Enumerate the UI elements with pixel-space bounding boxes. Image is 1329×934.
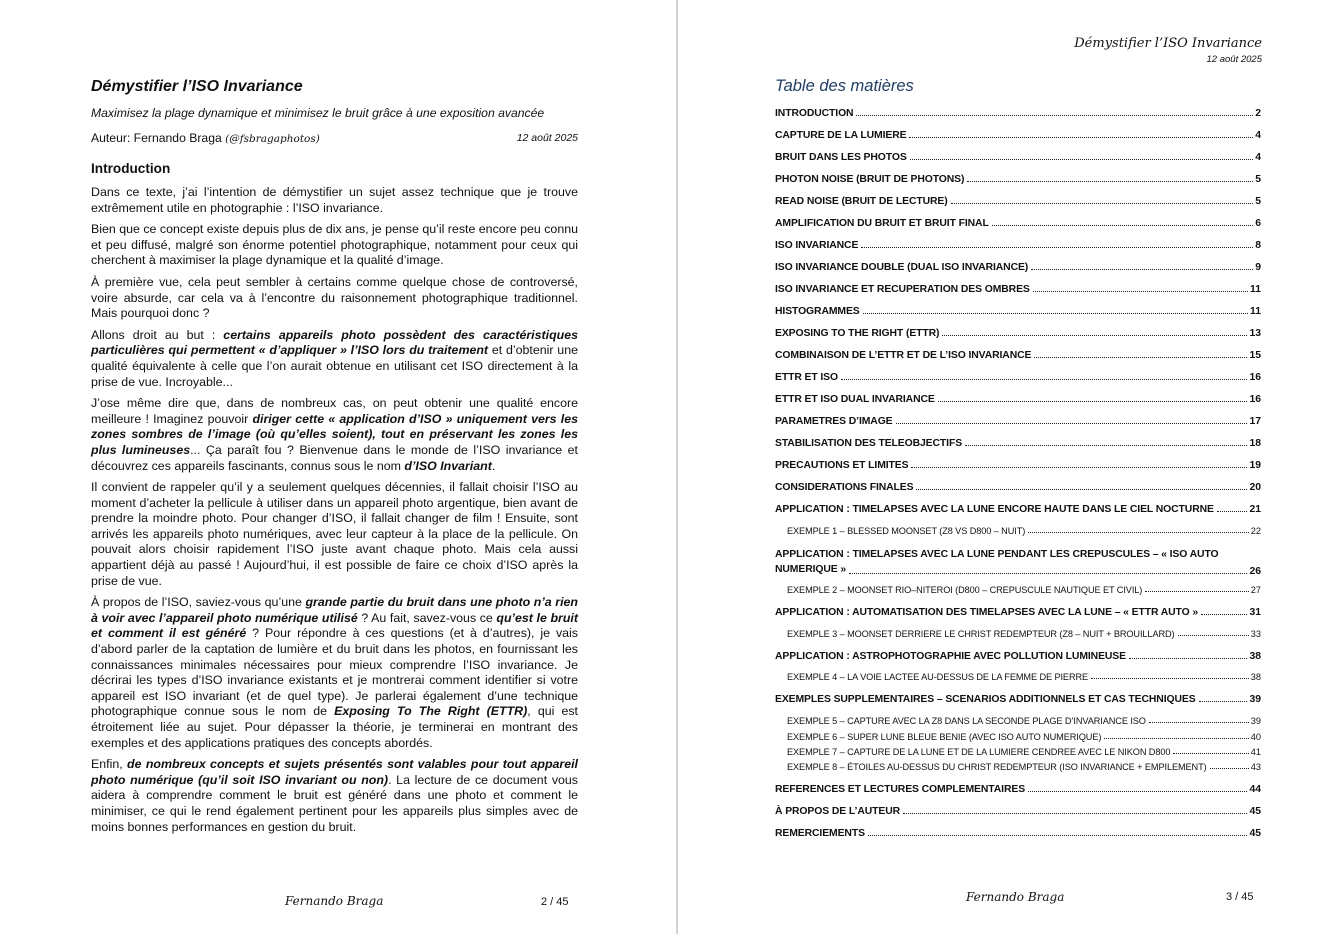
toc-entry[interactable]: PARAMETRES D’IMAGE 17 xyxy=(775,416,1261,427)
toc-entry[interactable]: ETTR ET ISO DUAL INVARIANCE 16 xyxy=(775,394,1261,405)
toc-entry[interactable]: REMERCIEMENTS 45 xyxy=(775,828,1261,839)
toc-subentry[interactable]: EXEMPLE 6 – SUPER LUNE BLEUE BENIE (AVEC ISO AUTO NUMERIQUE) 40 xyxy=(787,732,1261,742)
toc-entry[interactable]: ISO INVARIANCE 8 xyxy=(775,240,1261,251)
toc-entry[interactable]: APPLICATION : TIMELAPSES AVEC LA LUNE PENDANT LES CREPUSCULES – « ISO AUTO NUMERIQUE » 26 xyxy=(775,549,1261,577)
toc-entry[interactable]: ETTR ET ISO 16 xyxy=(775,372,1261,383)
toc-subentry[interactable]: EXEMPLE 8 – ÉTOILES AU-DESSUS DU CHRIST REDEMPTEUR (ISO INVARIANCE + EMPILEMENT) 43 xyxy=(787,762,1261,772)
document-title: Démystifier l’ISO Invariance xyxy=(91,78,303,95)
paragraph: À propos de l’ISO, saviez-vous qu’une grande partie du bruit dans une photo n’a rien à voir avec l’appareil photo numérique utilisé ? Au fait, savez-vous ce qu’est le bruit et comment il est généré ? Pour répondre à ces questions (et à d’autres), je vais d’abord parler de la captation de lumière et du bruit dans les photos, en fournissant les connaissances minimales nécessaires pour mieux comprendre l’ISO invariance. Je décrirai les types d’ISO invariance existants et je montrerai comment identifier si votre appareil est ISO invariant (et de quel type). Je parlerai également d’une technique photographique connue sous le nom de Exposing To The Right (ETTR), qui est étroitement liée au sujet. Pour dépasser la théorie, je terminerai en montrant des exemples et des applications pratiques des concepts abordés. xyxy=(91,595,579,750)
toc-entry[interactable]: ISO INVARIANCE DOUBLE (DUAL ISO INVARIANCE) 9 xyxy=(775,262,1261,273)
toc-entry[interactable]: AMPLIFICATION DU BRUIT ET BRUIT FINAL 6 xyxy=(775,218,1261,229)
section-heading-introduction: Introduction xyxy=(91,161,171,176)
running-header-title: Démystifier l’ISO Invariance xyxy=(1074,36,1262,51)
right-page xyxy=(678,0,1329,934)
toc-entry[interactable]: INTRODUCTION 2 xyxy=(775,108,1261,119)
toc-subentry[interactable]: EXEMPLE 2 – MOONSET RIO–NITEROI (D800 – CREPUSCULE NAUTIQUE ET CIVIL) 27 xyxy=(787,585,1261,595)
running-header-date: 12 août 2025 xyxy=(1206,54,1262,65)
introduction-body xyxy=(91,185,578,841)
toc-subentry[interactable]: EXEMPLE 4 – LA VOIE LACTEE AU-DESSUS DE LA FEMME DE PIERRE 38 xyxy=(787,672,1261,682)
toc-entry[interactable]: APPLICATION : AUTOMATISATION DES TIMELAPSES AVEC LA LUNE – « ETTR AUTO » 31 xyxy=(775,607,1261,618)
paragraph: J’ose même dire que, dans de nombreux cas, on peut obtenir une qualité encore meilleure ! Imaginez pouvoir diriger cette « application d’ISO » uniquement vers les zones sombres de l’image (où qu’elles soient), tout en préservant les zones les plus lumineuses... Ça paraît fou ? Bienvenue dans le monde de l’ISO invariance et découvrez ces appareils fascinants, connus sous le nom d’ISO Invariant. xyxy=(91,396,578,473)
toc-entry[interactable]: CONSIDERATIONS FINALES 20 xyxy=(775,482,1261,493)
paragraph: Allons droit au but : certains appareils photo possèdent des caractéristiques particulières qui permettent « d’appliquer » l’ISO lors du traitement et d’obtenir une qualité équivalente à celle que l’on aurait obtenue en utilisant cet ISO directement à la prise de vue. Incroyable... xyxy=(91,327,578,389)
toc-entry[interactable]: APPLICATION : ASTROPHOTOGRAPHIE AVEC POLLUTION LUMINEUSE 38 xyxy=(775,651,1261,662)
toc-entry[interactable]: EXEMPLES SUPPLEMENTAIRES – SCENARIOS ADDITIONNELS ET CAS TECHNIQUES 39 xyxy=(775,694,1261,705)
paragraph: Il convient de rappeler qu’il y a seulement quelques décennies, il fallait choisir l’ISO au moment d’acheter la pellicule à utiliser dans un appareil photo argentique, bien avant de prendre la moindre photo. Pour changer d’ISO, il fallait changer de film ! Ensuite, sont arrivés les appareils photo numériques, avec leur capteur à la place de la pellicule. On pouvait alors choisir rapidement l’ISO juste avant chaque photo. Mais cela aussi appartient déjà au passé ! Aujourd’hui, il est possible de faire ce choix d’ISO après la prise de vue. xyxy=(91,480,578,588)
toc-entry[interactable]: PHOTON NOISE (BRUIT DE PHOTONS) 5 xyxy=(775,174,1261,185)
author-label: Auteur: Fernando Braga xyxy=(91,131,222,145)
document-date: 12 août 2025 xyxy=(516,132,578,144)
author-line xyxy=(91,131,578,145)
footer-page-number: 3 / 45 xyxy=(1226,891,1254,903)
paragraph: À première vue, cela peut sembler à certains comme quelque chose de controversé, voire absurde, car cela va à l’encontre du raisonnement photographique traditionnel. Mais pourquoi donc ? xyxy=(91,274,578,321)
toc-title: Table des matières xyxy=(775,77,914,95)
toc-entry[interactable]: READ NOISE (BRUIT DE LECTURE) 5 xyxy=(775,196,1261,207)
author-handle: (@fsbragaphotos) xyxy=(225,133,320,145)
toc-entry[interactable]: COMBINAISON DE L’ETTR ET DE L’ISO INVARIANCE 15 xyxy=(775,350,1261,361)
document-subtitle: Maximisez la plage dynamique et minimisez le bruit grâce à une exposition avancée xyxy=(91,106,545,120)
toc-entry[interactable]: ISO INVARIANCE ET RECUPERATION DES OMBRES 11 xyxy=(775,284,1261,295)
toc-entry[interactable]: PRECAUTIONS ET LIMITES 19 xyxy=(775,460,1261,471)
footer-author: Fernando Braga xyxy=(285,894,384,908)
paragraph: Bien que ce concept existe depuis plus de dix ans, je pense qu’il reste encore peu connu et peu diffusé, malgré son énorme potentiel photographique, notamment pour ceux qui cherchent à maximiser la plage dynamique et la qualité d’image. xyxy=(91,222,578,268)
toc-entry[interactable]: HISTOGRAMMES 11 xyxy=(775,306,1261,317)
toc-entry[interactable]: BRUIT DANS LES PHOTOS 4 xyxy=(775,152,1261,163)
toc-entry[interactable]: EXPOSING TO THE RIGHT (ETTR) 13 xyxy=(775,328,1261,339)
footer-page-number: 2 / 45 xyxy=(541,896,569,908)
toc-entry[interactable]: CAPTURE DE LA LUMIERE 4 xyxy=(775,130,1261,141)
paragraph: Dans ce texte, j’ai l’intention de démystifier un sujet assez technique que je trouve extrêmement utile en photographie : l’ISO invariance. xyxy=(91,185,578,215)
toc-entry[interactable]: STABILISATION DES TELEOBJECTIFS 18 xyxy=(775,438,1261,449)
toc-subentry[interactable]: EXEMPLE 1 – BLESSED MOONSET (Z8 VS D800 – NUIT) 22 xyxy=(787,526,1261,536)
paragraph: Enfin, de nombreux concepts et sujets présentés sont valables pour tout appareil photo numérique (qu’il soit ISO invariant ou non). La lecture de ce document vous aidera à comprendre comment le bruit est généré dans une photo et comment le minimiser, ce qui le rend également pertinent pour les appareils plus simples avec de moins bonnes performances en gestion du bruit. xyxy=(91,757,578,834)
footer-author: Fernando Braga xyxy=(966,890,1065,904)
toc-entry[interactable]: REFERENCES ET LECTURES COMPLEMENTAIRES 44 xyxy=(775,784,1261,795)
toc-subentry[interactable]: EXEMPLE 3 – MOONSET DERRIERE LE CHRIST REDEMPTEUR (Z8 – NUIT + BROUILLARD) 33 xyxy=(787,629,1261,639)
toc-subentry[interactable]: EXEMPLE 7 – CAPTURE DE LA LUNE ET DE LA LUMIERE CENDREE AVEC LE NIKON D800 41 xyxy=(787,747,1261,757)
toc-entry[interactable]: À PROPOS DE L’AUTEUR 45 xyxy=(775,806,1261,817)
toc-subentry[interactable]: EXEMPLE 5 – CAPTURE AVEC LA Z8 DANS LA SECONDE PLAGE D’INVARIANCE ISO 39 xyxy=(787,716,1261,726)
toc-entry[interactable]: APPLICATION : TIMELAPSES AVEC LA LUNE ENCORE HAUTE DANS LE CIEL NOCTURNE 21 xyxy=(775,504,1261,515)
